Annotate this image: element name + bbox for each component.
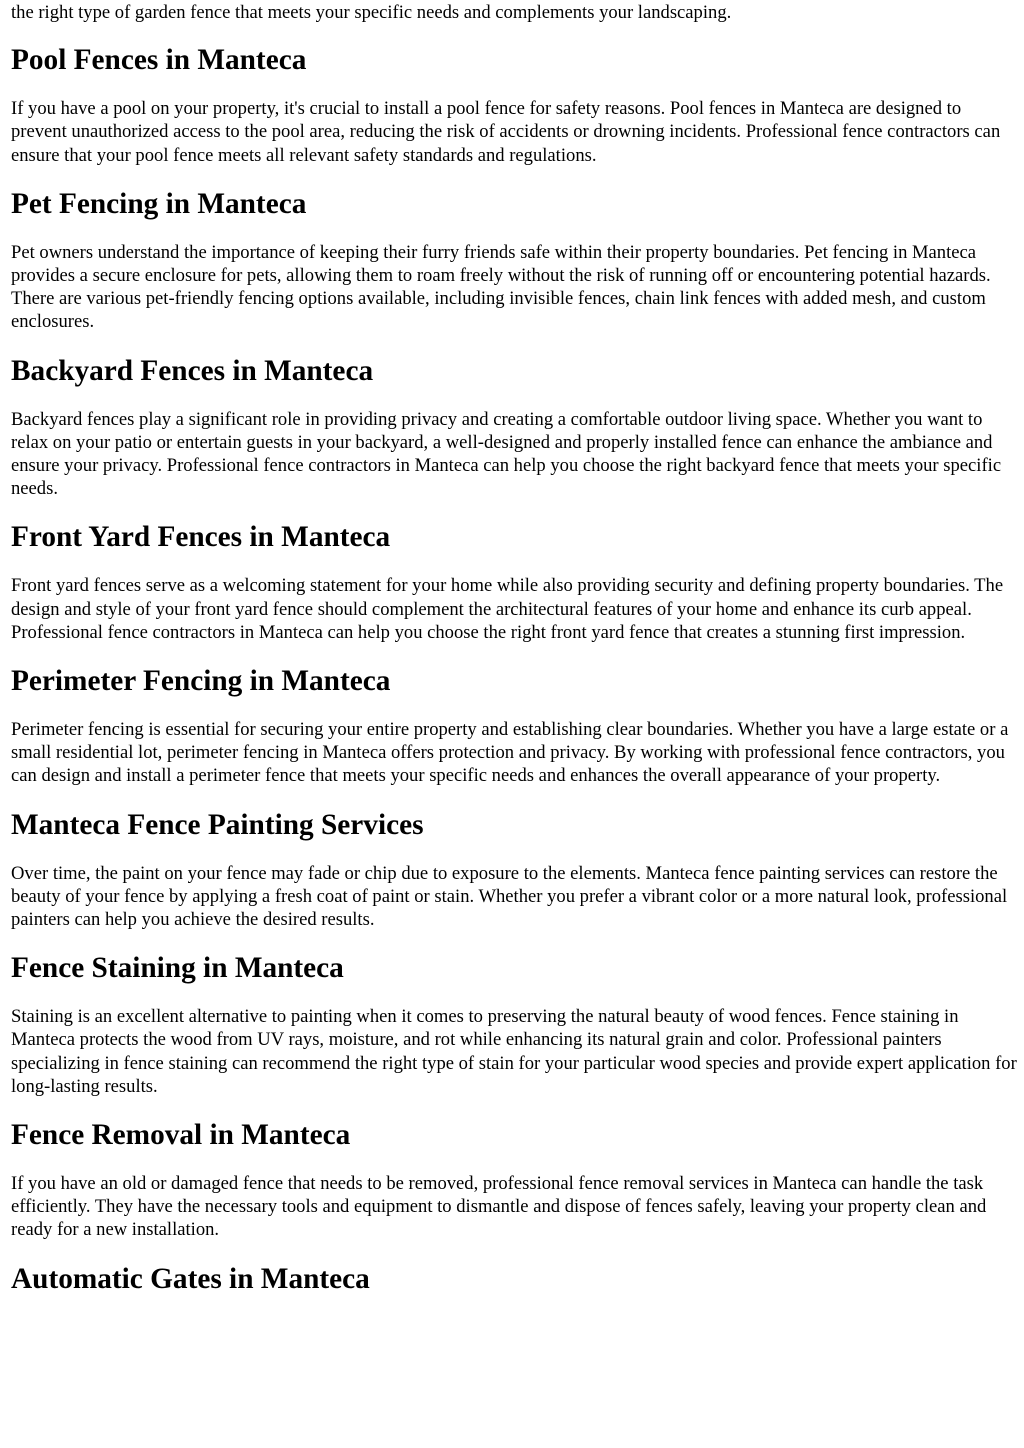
section-heading: Fence Removal in Manteca — [11, 1119, 351, 1152]
section-heading: Manteca Fence Painting Services — [11, 808, 424, 841]
section-front-yard-fences — [11, 520, 1017, 644]
section-heading: Automatic Gates in Manteca — [11, 1262, 370, 1295]
intro-paragraph: the right type of garden fence that meets your specific needs and complements your landscaping. — [11, 2, 732, 23]
section-fence-painting — [11, 808, 1017, 932]
section-perimeter-fencing — [11, 664, 1017, 788]
section-heading: Backyard Fences in Manteca — [11, 354, 374, 387]
section-pet-fencing — [11, 187, 1017, 334]
section-body: Backyard fences play a significant role in providing privacy and creating a comfortable outdoor living space. Whether you want to relax on your patio or entertain guests in your backyard, a well-designed and properly installed fence can enhance the ambiance and ensure your privacy. Professional fence contractors in Manteca can help you choose the right backyard fence that meets your specific needs. — [11, 408, 1002, 500]
section-heading: Pet Fencing in Manteca — [11, 187, 307, 220]
section-body: Front yard fences serve as a welcoming statement for your home while also providing security and defining property boundaries. The design and style of your front yard fence should complement the architectural features of your home and enhance its curb appeal. Professional fence contractors in Manteca can help you choose the right front yard fence that creates a stunning first impression. — [11, 575, 1004, 643]
article — [11, 0, 1017, 1316]
section-fence-staining — [11, 951, 1017, 1098]
section-backyard-fences — [11, 354, 1017, 501]
section-heading: Front Yard Fences in Manteca — [11, 521, 391, 554]
section-body: Pet owners understand the importance of keeping their furry friends safe within their property boundaries. Pet fencing in Manteca provides a secure enclosure for pets, allowing them to roam freely without the risk of running off or encountering potential hazards. There are various pet-friendly fencing options available, including invisible fences, chain link fences with added mesh, and custom enclosures. — [11, 241, 991, 333]
section-body: If you have a pool on your property, it's crucial to install a pool fence for safety reasons. Pool fences in Manteca are designed to prevent unauthorized access to the pool area, reducing the risk of accidents or drowning incidents. Professional fence contractors can ensure that your pool fence meets all relevant safety standards and regulations. — [11, 98, 1001, 166]
section-body: Perimeter fencing is essential for securing your entire property and establishing clear boundaries. Whether you have a large estate or a small residential lot, perimeter fencing in Manteca offers protection and privacy. By working with professional fence contractors, you can design and install a perimeter fence that meets your specific needs and enhances the overall appearance of your property. — [11, 719, 1009, 787]
section-body: If you have an old or damaged fence that needs to be removed, professional fence removal services in Manteca can handle the task efficiently. They have the necessary tools and equipment to dismantle and dispose of fences safely, leaving your property clean and ready for a new installation. — [11, 1173, 987, 1241]
section-heading: Fence Staining in Manteca — [11, 952, 344, 985]
section-body: Over time, the paint on your fence may fade or chip due to exposure to the elements. Manteca fence painting services can restore the beauty of your fence by applying a fresh coat of paint or stain. Whether you prefer a vibrant color or a more natural look, professional painters can help you achieve the desired results. — [11, 862, 1008, 931]
section-heading: Perimeter Fencing in Manteca — [11, 665, 391, 698]
section-fence-removal — [11, 1118, 1017, 1242]
section-heading: Pool Fences in Manteca — [11, 44, 307, 77]
section-body: Staining is an excellent alternative to painting when it comes to preserving the natural beauty of wood fences. Fence staining in Manteca protects the wood from UV rays, moisture, and rot while enhancing its natural grain and color. Professional painters specializing in fence staining can recommend the right type of stain for your particular wood species and provide expert application for long-lasting results. — [11, 1006, 1017, 1097]
section-automatic-gates — [11, 1262, 1017, 1296]
section-pool-fences — [11, 43, 1017, 167]
